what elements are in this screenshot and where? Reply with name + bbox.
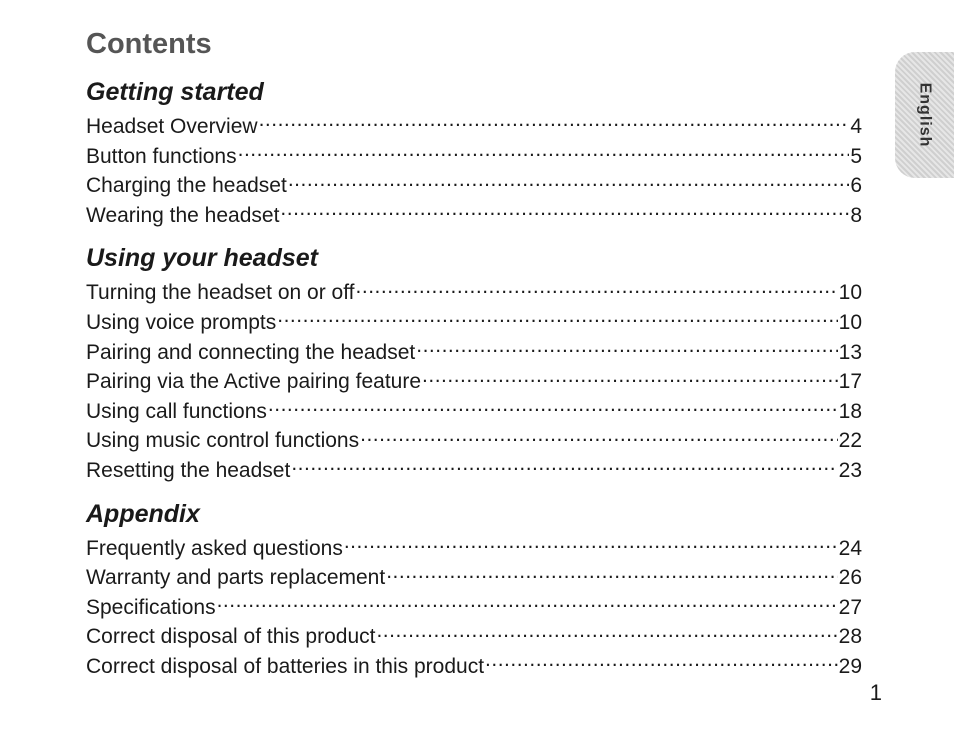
toc-section: [86, 242, 862, 485]
toc-entry-label: Headset Overview: [86, 115, 258, 138]
language-tab-label: English: [916, 82, 934, 148]
toc-section: [86, 498, 862, 682]
section-heading: Getting started: [86, 78, 264, 106]
toc-entry[interactable]: [86, 397, 862, 427]
toc-entry-page: 5: [850, 144, 862, 168]
page-title: Contents: [86, 28, 212, 60]
table-of-contents: [86, 76, 862, 694]
toc-entry-label: Correct disposal of batteries in this product: [86, 654, 485, 678]
toc-entry-page: 10: [838, 281, 862, 305]
toc-entry-page: 28: [838, 625, 862, 649]
toc-entry-page: 24: [838, 536, 862, 560]
toc-entry[interactable]: [86, 338, 862, 368]
toc-entry-label: Resetting the headset: [86, 458, 291, 482]
toc-entry-page: 23: [838, 458, 862, 482]
language-tab: [895, 52, 954, 178]
toc-entry[interactable]: [86, 142, 862, 172]
dot-leader: [217, 593, 838, 614]
toc-entry[interactable]: [86, 426, 862, 456]
toc-entry[interactable]: [86, 308, 862, 338]
toc-entry[interactable]: [86, 593, 862, 623]
dot-leader: [268, 397, 838, 418]
dot-leader: [288, 171, 850, 192]
toc-entry[interactable]: [86, 171, 862, 201]
toc-entry-label: Charging the headset: [86, 174, 287, 198]
dot-leader: [356, 278, 838, 299]
toc-entry-label: Turning the headset on or off: [86, 281, 355, 305]
dot-leader: [277, 308, 837, 329]
toc-entry-label: Using voice prompts: [86, 310, 277, 334]
dot-leader: [344, 534, 838, 555]
toc-entry-label: Using call functions: [86, 399, 267, 423]
toc-section: [86, 76, 862, 230]
toc-entry-page: 6: [850, 174, 862, 198]
toc-entry-label: Correct disposal of this product: [86, 625, 376, 649]
toc-entry[interactable]: [86, 367, 862, 397]
toc-entry-page: 13: [838, 340, 862, 364]
toc-entry[interactable]: [86, 563, 862, 593]
toc-entry-label: Using music control functions: [86, 429, 360, 453]
toc-entry-label: Frequently asked questions: [86, 536, 343, 560]
dot-leader: [376, 622, 837, 643]
toc-entry[interactable]: [86, 534, 862, 564]
toc-entry-label: Button functions: [86, 144, 237, 168]
toc-entry-page: 17: [838, 370, 862, 394]
dot-leader: [360, 426, 838, 447]
toc-entry-label: Pairing via the Active pairing feature: [86, 370, 422, 394]
toc-entry-page: 26: [838, 566, 862, 590]
page-number: 1: [869, 680, 882, 705]
toc-entry-label: Warranty and parts replacement: [86, 566, 386, 590]
dot-leader: [280, 201, 849, 222]
toc-entry[interactable]: [86, 622, 862, 652]
toc-entry-page: 4: [850, 115, 862, 138]
toc-entry[interactable]: [86, 112, 862, 142]
toc-entry[interactable]: [86, 278, 862, 308]
dot-leader: [238, 142, 850, 163]
dot-leader: [259, 112, 850, 133]
dot-leader: [422, 367, 838, 388]
section-heading: Using your headset: [86, 244, 318, 273]
dot-leader: [386, 563, 837, 584]
dot-leader: [416, 338, 837, 359]
toc-entry-label: Specifications: [86, 595, 216, 619]
toc-entry-page: 10: [838, 310, 862, 334]
toc-entry-page: 29: [838, 654, 862, 678]
dot-leader: [485, 652, 838, 673]
toc-entry-label: Wearing the headset: [86, 203, 280, 227]
toc-entry-page: 27: [838, 595, 862, 619]
section-heading: Appendix: [86, 499, 200, 528]
toc-entry[interactable]: [86, 201, 862, 231]
toc-entry-label: Pairing and connecting the headset: [86, 340, 416, 364]
toc-entry-page: 8: [850, 203, 862, 227]
toc-entry[interactable]: [86, 652, 862, 682]
toc-entry[interactable]: [86, 456, 862, 486]
toc-entry-page: 18: [838, 399, 862, 423]
dot-leader: [291, 456, 837, 477]
toc-entry-page: 22: [838, 429, 862, 453]
